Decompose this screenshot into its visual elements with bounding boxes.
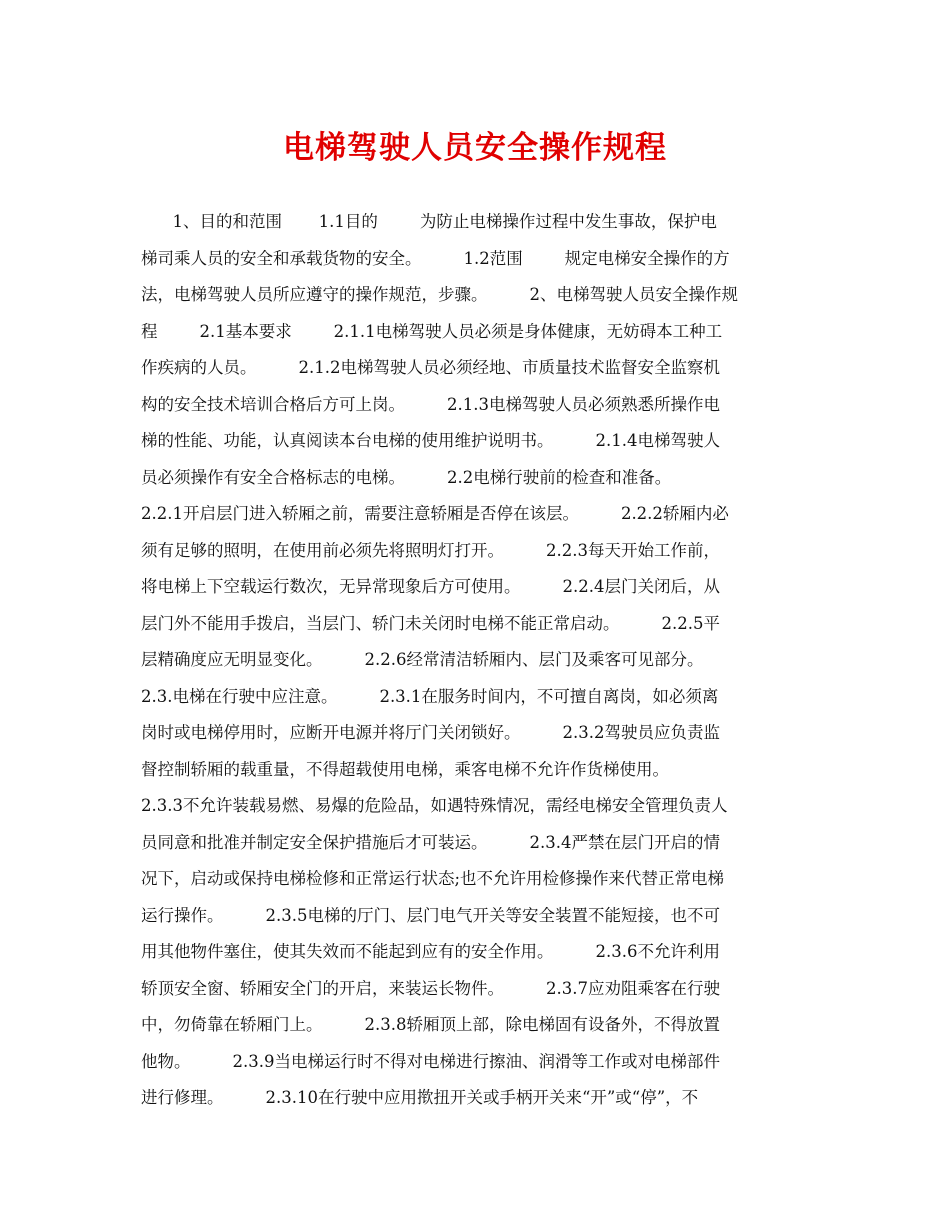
body-line: 岗时或电梯停用时，应断开电源并将厅门关闭锁好。 2.3.2驾驶员应负责监: [141, 723, 720, 742]
body-line: 况下，启动或保持电梯检修和正常运行状态;也不允许用检修操作来代替正常电梯: [141, 869, 725, 888]
document-title: 电梯驾驶人员安全操作规程: [283, 130, 667, 166]
body-line: 程 2.1基本要求 2.1.1电梯驾驶人员必须是身体健康，无妨碍本工种工: [141, 321, 723, 341]
body-line: 员必须操作有安全合格标志的电梯。 2.2电梯行驶前的检查和准备。: [141, 467, 672, 487]
body-line: 梯的性能、功能，认真阅读本台电梯的使用维护说明书。 2.1.4电梯驾驶人: [141, 431, 720, 450]
body-line: 督控制轿厢的载重量，不得超载使用电梯，乘客电梯不允许作货梯使用。: [141, 759, 669, 779]
body-line: 将电梯上下空载运行数次，无异常现象后方可使用。 2.2.4层门关闭后，从: [141, 577, 720, 596]
body-line: 用其他物件塞住，使其失效而不能起到应有的安全作用。 2.3.6不允许利用: [141, 942, 720, 961]
body-line: 2.2.1开启层门进入轿厢之前，需要注意轿厢是否停在该层。 2.2.2轿厢内必: [141, 504, 729, 523]
body-line: 轿顶安全窗、轿厢安全门的开启，来装运长物件。 2.3.7应劝阻乘客在行驶: [141, 978, 720, 998]
body-line: 层门外不能用手拨启，当层门、轿门未关闭时电梯不能正常启动。 2.2.5平: [141, 613, 720, 633]
body-line: 须有足够的照明，在使用前必须先将照明灯打开。 2.2.3每天开始工作前，: [141, 540, 720, 560]
body-line: 法，电梯驾驶人员所应遵守的操作规范，步骤。 2、电梯驾驶人员安全操作规: [141, 285, 738, 304]
document-body: [141, 204, 813, 1117]
body-line: 他物。 2.3.9当电梯运行时不得对电梯进行擦油、润滑等工作或对电梯部件: [141, 1051, 720, 1071]
body-line: 中，勿倚靠在轿厢门上。 2.3.8轿厢顶上部，除电梯固有设备外，不得放置: [141, 1015, 720, 1034]
body-line: 2.3.电梯在行驶中应注意。 2.3.1在服务时间内，不可擅自离岗，如必须离: [141, 686, 719, 706]
body-line: 层精确度应无明显变化。 2.2.6经常清洁轿厢内、层门及乘客可见部分。: [141, 650, 704, 669]
body-line: 员同意和批准并制定安全保护措施后才可装运。 2.3.4严禁在层门开启的情: [141, 832, 720, 852]
body-line: 作疾病的人员。 2.1.2电梯驾驶人员必须经地、市质量技术监督安全监察机: [141, 358, 720, 377]
body-line: 进行修理。 2.3.10在行驶中应用揿扭开关或手柄开关来“开”或“停”，不: [141, 1088, 699, 1107]
body-line: 1、目的和范围 1.1目的 为防止电梯操作过程中发生事故，保护电: [141, 212, 717, 231]
body-line: 2.3.3不允许装载易燃、易爆的危险品，如遇特殊情况，需经电梯安全管理负责人: [141, 796, 728, 815]
body-line: 构的安全技术培训合格后方可上岗。 2.1.3电梯驾驶人员必须熟悉所操作电: [141, 394, 720, 414]
body-line: 运行操作。 2.3.5电梯的厅门、层门电气开关等安全装置不能短接，也不可: [141, 905, 720, 925]
body-line: 梯司乘人员的安全和承载货物的安全。 1.2范围 规定电梯安全操作的方: [141, 248, 730, 268]
